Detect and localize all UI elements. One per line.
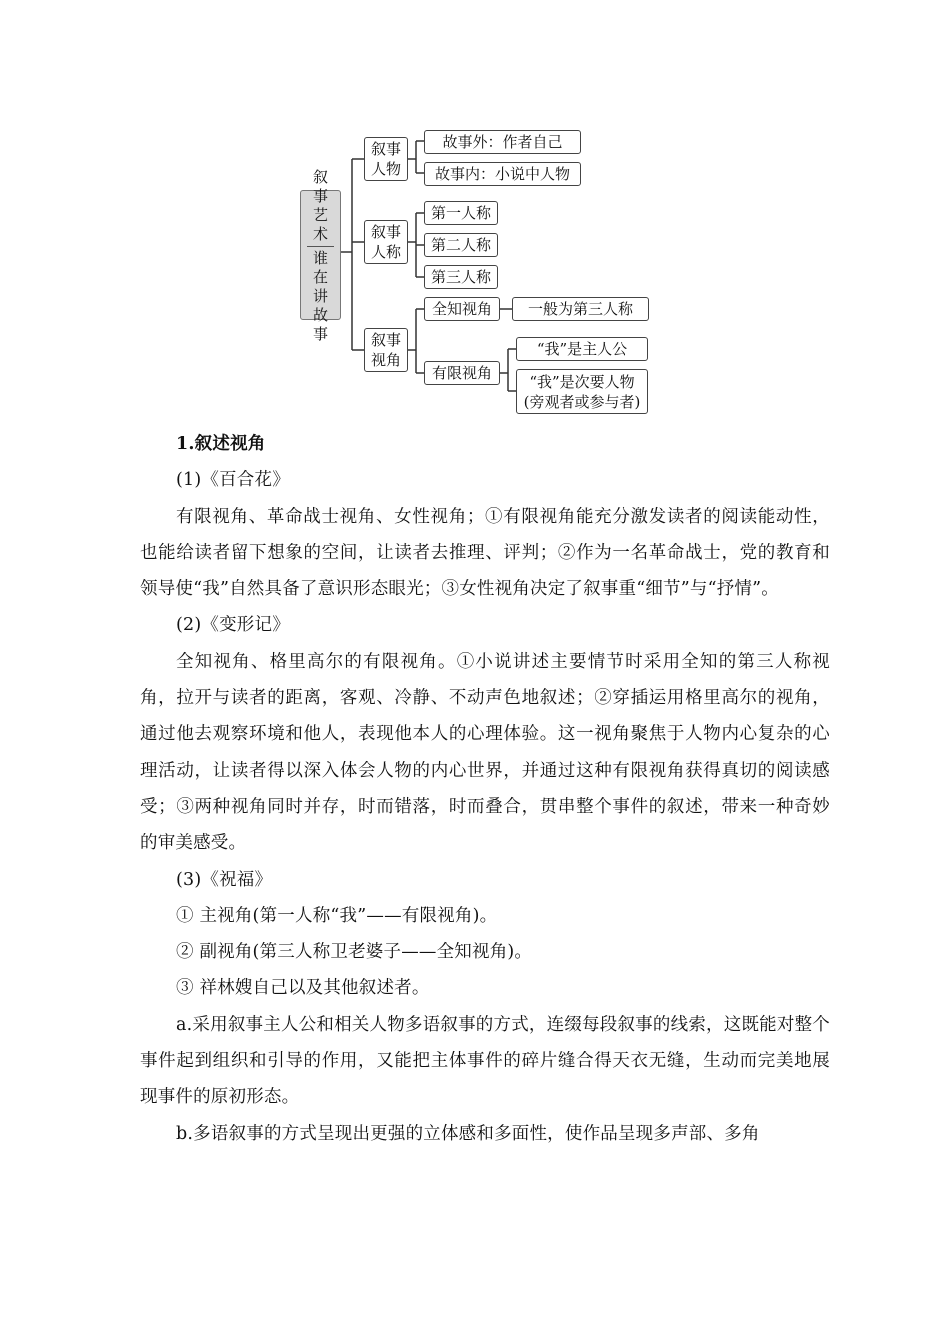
connector-limited xyxy=(500,349,516,391)
paragraph-point-b: b.多语叙事的方式呈现出更强的立体感和多面性，使作品呈现多声部、多角 xyxy=(176,1123,760,1144)
node-limited-view: 有限视角 xyxy=(424,361,500,385)
leaf-inside-story: 故事内：小说中人物 xyxy=(424,162,581,186)
root-divider xyxy=(307,246,334,247)
subsection-title-zhufu: (3)《祝福》 xyxy=(176,869,273,890)
node-omniscient-view: 全知视角 xyxy=(424,297,500,321)
leaf-first-person: 第一人称 xyxy=(424,201,498,225)
paragraph-metamorphosis: 全知视角、格里高尔的有限视角。①小说讲述主要情节时采用全知的第三人称视角，拉开与读者的距离，客观、冷静、不动声色地叙述；②穿插运用格里高尔的视角，通过他去观察环境和他人，表现他本人的心理体验。这一视角聚焦于人物内心复杂的心理活动，让读者得以深入体会人物的内心世界，并通过这种有限视角获得真切的阅读感受；③两种视角同时并存，时而错落，时而叠合，贯串整个事件的叙述，带来一种奇妙的审美感受。 xyxy=(140,651,830,854)
leaf-third-person: 第三人称 xyxy=(424,265,498,289)
connector-branch-viewpoint xyxy=(408,309,424,373)
section-heading: 1.叙述视角 xyxy=(176,434,266,454)
paragraph-baihehua: 有限视角、革命战士视角、女性视角；①有限视角能充分激发读者的阅读能动性，也能给读者留下想象的空间，让读者去推理、评判；②作为一名革命战士，党的教育和领导使“我”自然具备了意识形态眼光；③女性视角决定了叙事重“细节”与“抒情”。 xyxy=(140,506,830,600)
narrative-art-mindmap xyxy=(0,0,950,430)
subsection-title-baihehua: (1)《百合花》 xyxy=(176,470,290,491)
list-item-other-narrators: ③ 祥林嫂自己以及其他叙述者。 xyxy=(176,978,430,999)
branch-narrative-characters: 叙事 人物 xyxy=(364,137,408,181)
list-item-secondary-view: ② 副视角(第三人称卫老婆子——全知视角)。 xyxy=(176,942,533,963)
connector-root-branches xyxy=(341,159,364,350)
connector-branch-characters xyxy=(408,141,424,173)
leaf-i-is-minor-character: “我”是次要人物 (旁观者或参与者) xyxy=(516,369,648,414)
branch-narrative-person: 叙事 人称 xyxy=(364,220,408,264)
document-body xyxy=(140,426,830,1152)
paragraph-point-a: a.采用叙事主人公和相关人物多语叙事的方式，连缀每段叙事的线索，这既能对整个事件起到组织和引导的作用，又能把主体事件的碎片缝合得天衣无缝，生动而完美地展现事件的原初形态。 xyxy=(140,1014,830,1108)
leaf-second-person: 第二人称 xyxy=(424,233,498,257)
leaf-i-is-protagonist: “我”是主人公 xyxy=(516,337,648,361)
leaf-outside-story: 故事外：作者自己 xyxy=(424,130,581,154)
subsection-title-metamorphosis: (2)《变形记》 xyxy=(176,615,290,636)
mindmap-root xyxy=(300,168,341,343)
connector-branch-person xyxy=(408,213,424,277)
list-item-main-view: ① 主视角(第一人称“我”——有限视角)。 xyxy=(176,905,498,926)
leaf-usually-third-person: 一般为第三人称 xyxy=(512,297,649,321)
branch-narrative-viewpoint: 叙事 视角 xyxy=(364,328,408,372)
root-top-text: 叙事艺术 xyxy=(312,168,334,243)
root-bottom-text: 谁在讲故事 xyxy=(312,249,334,343)
